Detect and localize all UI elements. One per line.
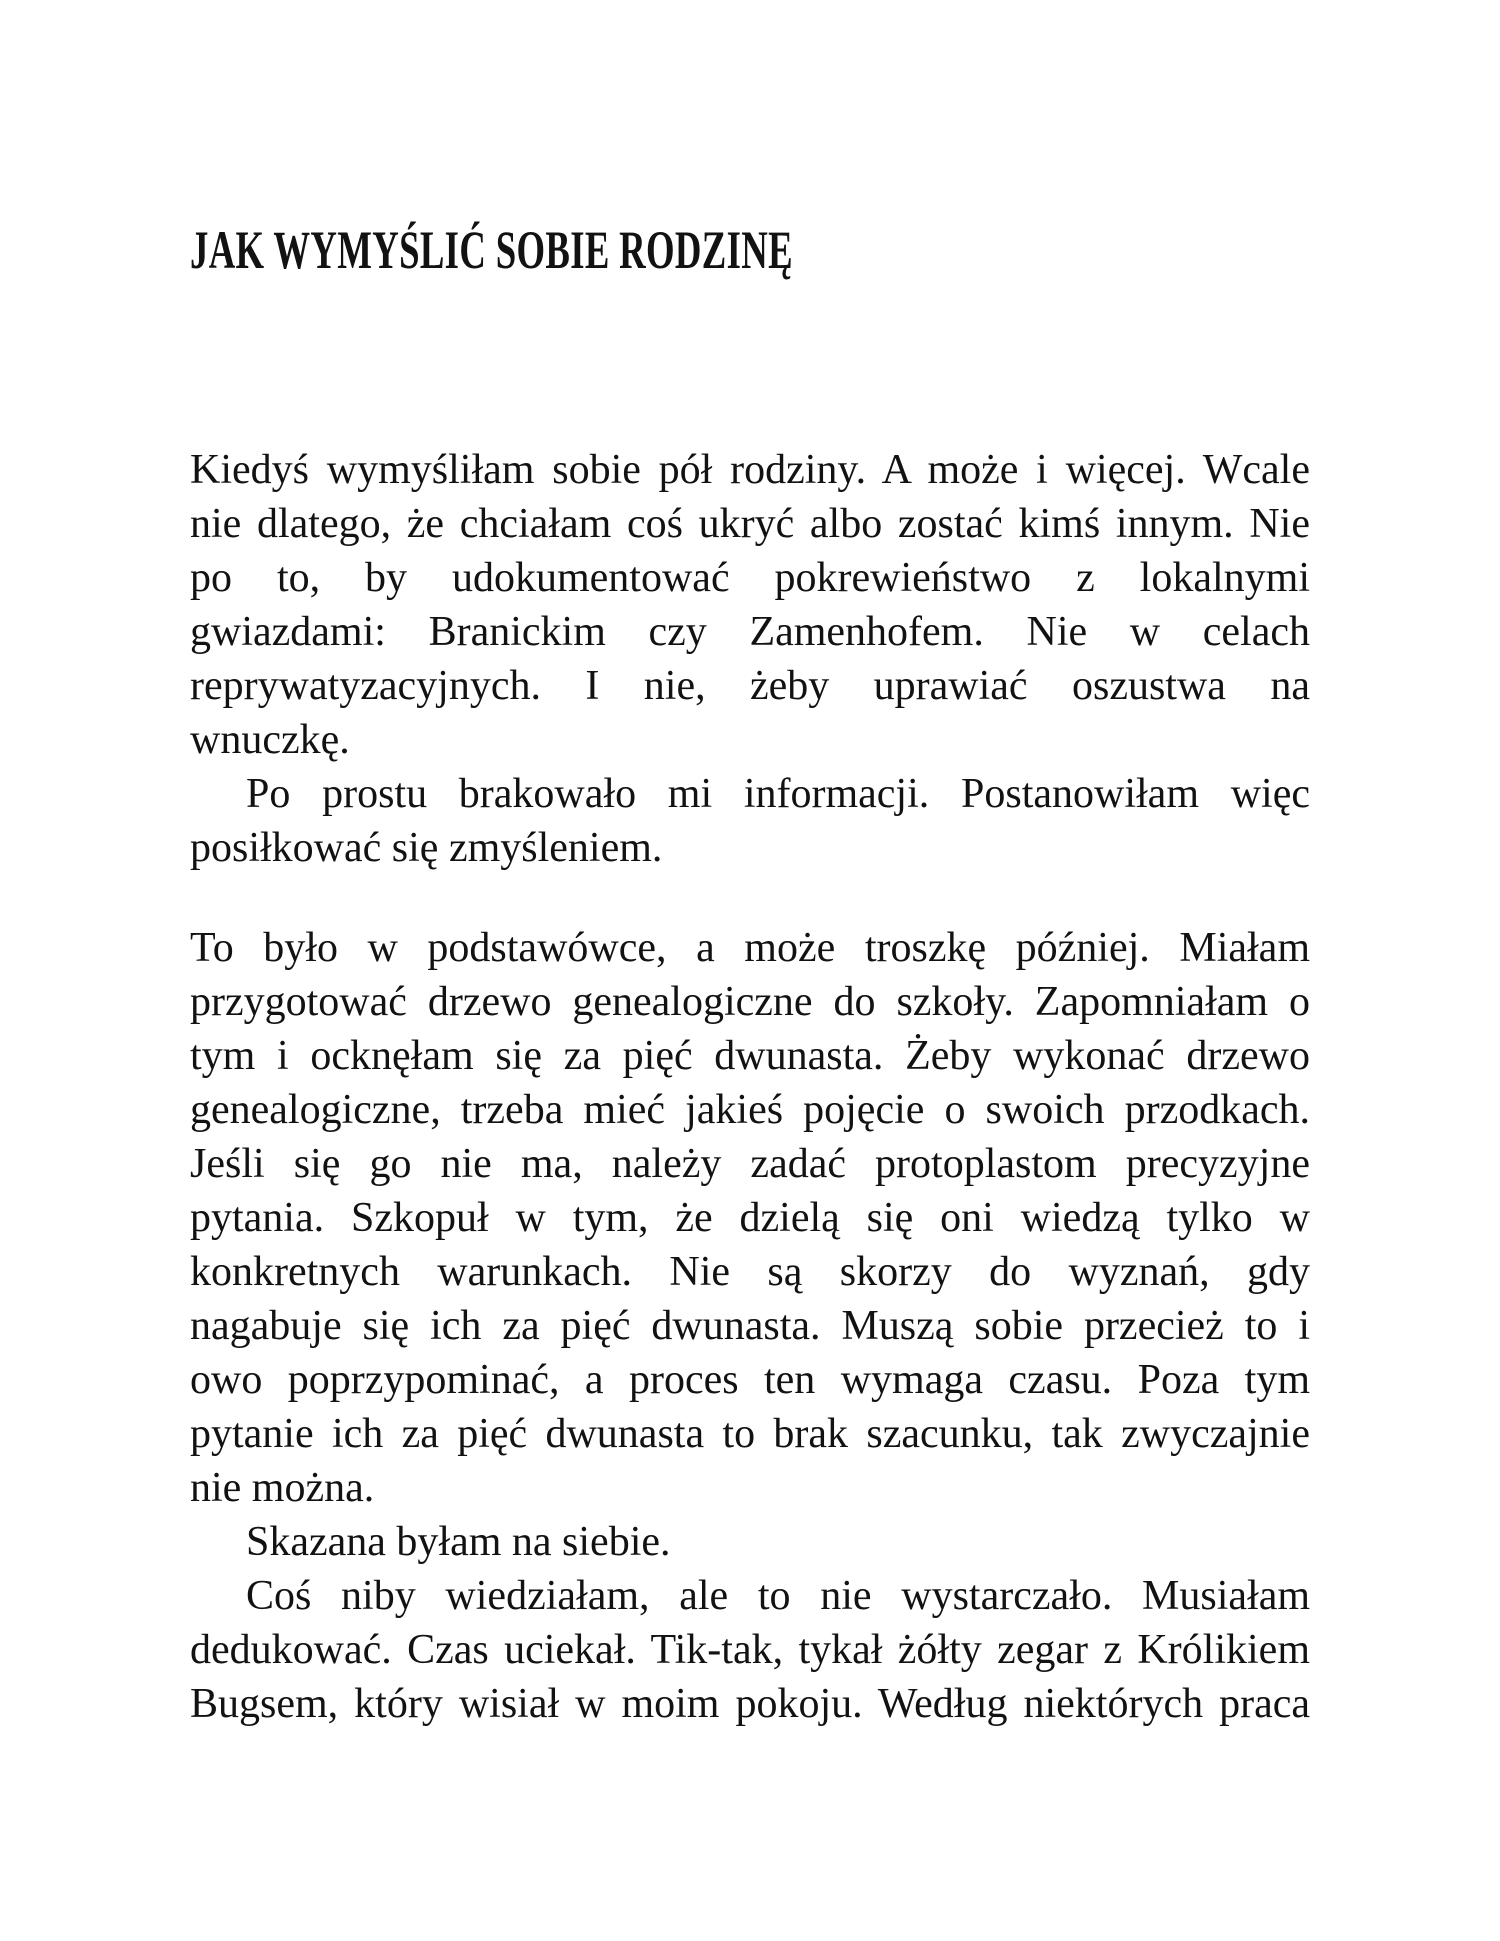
paragraph <box>190 767 1310 875</box>
paragraph <box>190 1569 1310 1731</box>
text-line: To było w podstawówce, a może troszkę później. Miałam <box>190 925 1310 971</box>
paragraph <box>190 443 1310 767</box>
text-line: Coś niby wiedziałam, ale to nie wystarczało. Musiałam <box>246 1573 1310 1619</box>
text-block <box>190 443 1310 1731</box>
text-line: Skazana byłam na siebie. <box>246 1519 671 1565</box>
text-line: nie można. <box>190 1465 375 1511</box>
text-line: nagabuje się ich za pięć dwunasta. Muszą sobie przecież to i <box>190 1303 1310 1349</box>
text-line: konkretnych warunkach. Nie są skorzy do wyznań, gdy <box>190 1249 1310 1295</box>
chapter-title-text: JAK WYMYŚLIĆ SOBIE RODZINĘ <box>190 220 793 280</box>
text-line: tym i ocknęłam się za pięć dwunasta. Żeby wykonać drzewo <box>190 1033 1310 1079</box>
paragraph <box>190 921 1310 1515</box>
text-line: Bugsem, który wisiał w moim pokoju. Według niektórych praca <box>190 1681 1310 1727</box>
text-line: reprywatyzacyjnych. I nie, żeby uprawiać oszustwa na <box>190 663 1310 709</box>
text-line: przygotować drzewo genealogiczne do szkoły. Zapomniałam o <box>190 979 1310 1025</box>
text-line: Po prostu brakowało mi informacji. Postanowiłam więc <box>246 771 1310 817</box>
text-line: dedukować. Czas uciekał. Tik-tak, tykał żółty zegar z Królikiem <box>190 1627 1310 1673</box>
text-line: gwiazdami: Branickim czy Zamenhofem. Nie w celach <box>190 609 1310 655</box>
text-line: posiłkować się zmyśleniem. <box>190 825 663 871</box>
text-line: nie dlatego, że chciałam coś ukryć albo zostać kimś innym. Nie <box>190 501 1310 547</box>
text-line: po to, by udokumentować pokrewieństwo z lokalnymi <box>190 555 1310 601</box>
text-line: genealogiczne, trzeba mieć jakieś pojęcie o swoich przodkach. <box>190 1087 1310 1133</box>
text-line: pytania. Szkopuł w tym, że dzielą się oni wiedzą tylko w <box>190 1195 1310 1241</box>
text-line: Jeśli się go nie ma, należy zadać protoplastom precyzyjne <box>190 1141 1310 1187</box>
text-line: owo poprzypominać, a proces ten wymaga czasu. Poza tym <box>190 1357 1310 1403</box>
text-line: pytanie ich za pięć dwunasta to brak szacunku, tak zwyczajnie <box>190 1411 1310 1457</box>
chapter-title <box>190 0 1500 280</box>
paragraph <box>190 1515 1310 1569</box>
text-line: wnuczkę. <box>190 717 350 763</box>
text-line: Kiedyś wymyśliłam sobie pół rodziny. A może i więcej. Wcale <box>190 447 1310 493</box>
